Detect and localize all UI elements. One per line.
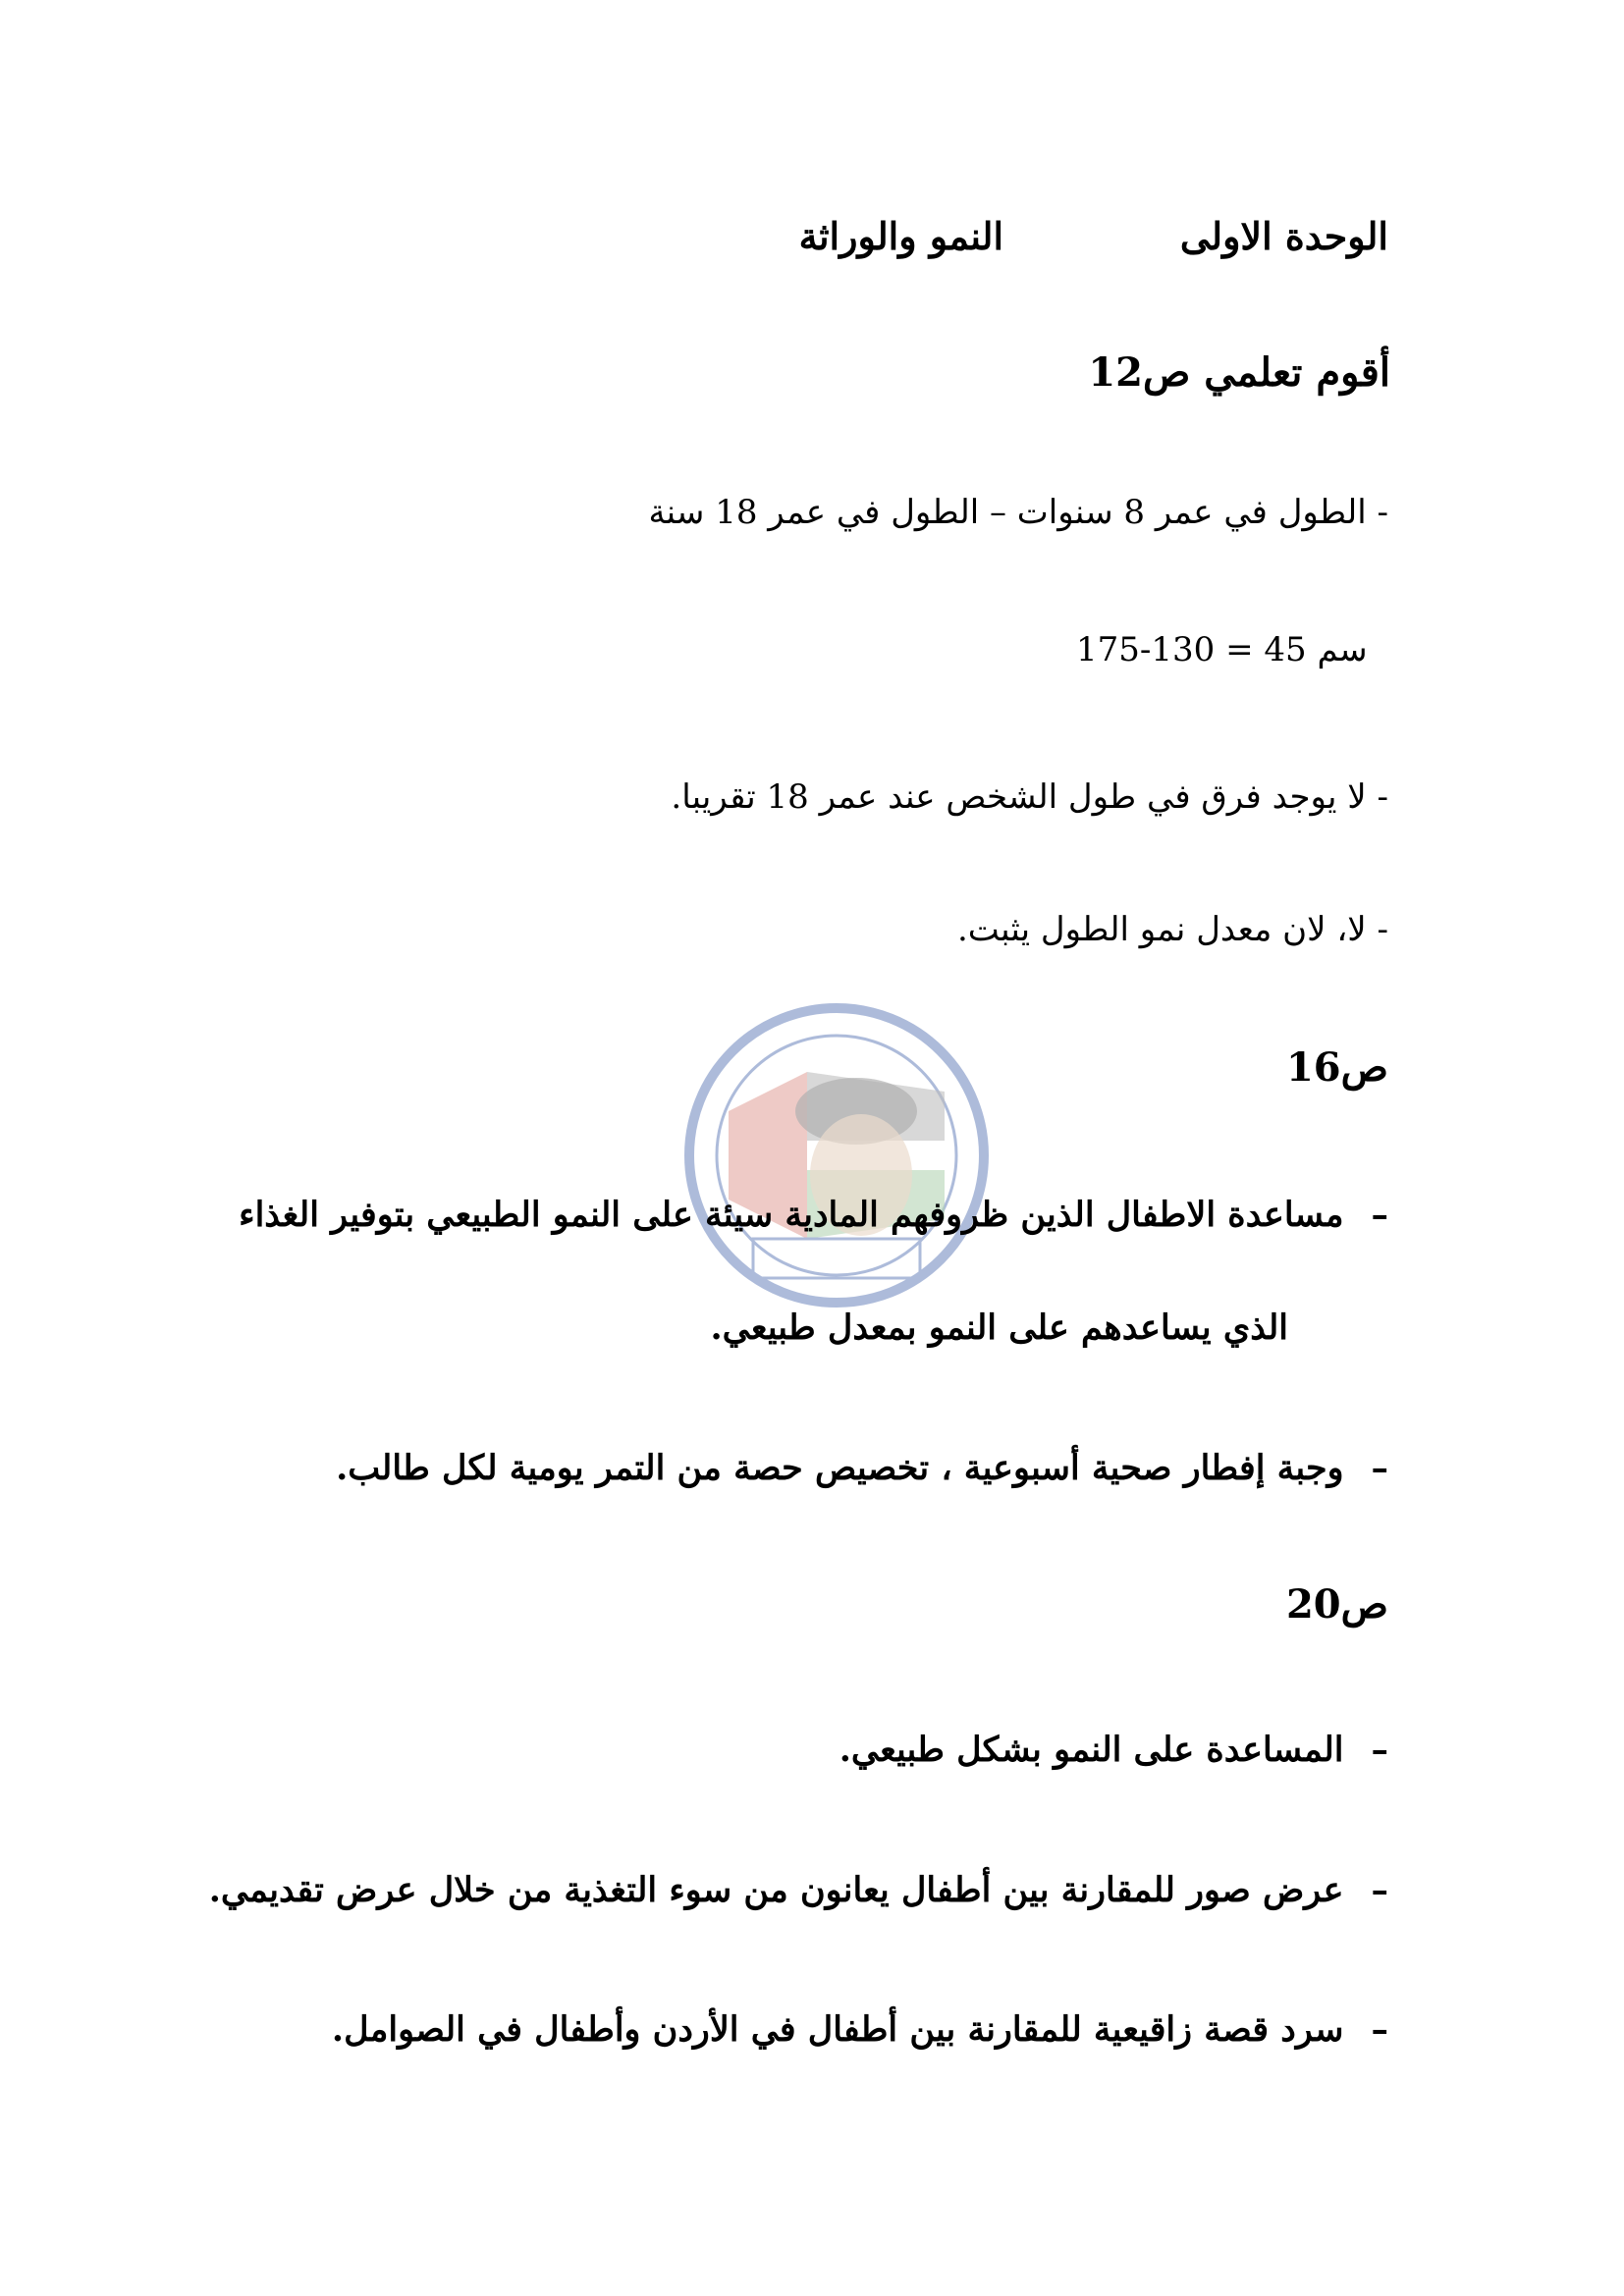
- list-item: [331, 2009, 1388, 2050]
- unit-label: الوحدة الاولى: [1179, 214, 1388, 258]
- unit-title: النمو والوراثة: [798, 214, 1003, 258]
- bullet-dash: –: [1371, 2009, 1388, 2050]
- list-item-text: مساعدة الاطفال الذين ظروفهم المادية سيئة على النمو الطبيعي بتوفير الغذاء: [239, 1195, 1344, 1235]
- bullet-dash: –: [1371, 1870, 1388, 1910]
- list-item: [239, 1195, 1388, 1235]
- list-item-text: المساعدة على النمو بشكل طبيعي.: [839, 1730, 1344, 1770]
- bullet-dash: –: [1371, 1195, 1388, 1235]
- watermark-seal: [660, 993, 1013, 1317]
- equation-line: 175-130 = 45 سم: [1076, 630, 1368, 669]
- list-item-text: عرض صور للمقارنة بين أطفال يعانون من سوء التغذية من خلال عرض تقديمي.: [208, 1870, 1344, 1910]
- text-line: - الطول في عمر 8 سنوات – الطول في عمر 18 سنة: [648, 493, 1388, 532]
- list-item-text: وجبة إفطار صحية أسبوعية ، تخصيص حصة من التمر يومية لكل طالب.: [336, 1448, 1344, 1488]
- section-heading: أقوم تعلمي ص12: [1088, 349, 1390, 396]
- list-item: [839, 1730, 1388, 1770]
- bullet-dash: –: [1371, 1730, 1388, 1770]
- list-item-text: سرد قصة زاقيعية للمقارنة بين أطفال في الأردن وأطفال في الصوامل.: [331, 2009, 1344, 2050]
- text-line: - لا يوجد فرق في طول الشخص عند عمر 18 تقريبا.: [671, 777, 1388, 817]
- section-heading: ص16: [1285, 1044, 1388, 1091]
- section-heading: ص20: [1285, 1581, 1388, 1628]
- text-line: - لا، لان معدل نمو الطول يثبت.: [956, 910, 1388, 949]
- list-item: [208, 1870, 1388, 1910]
- bullet-dash: –: [1371, 1448, 1388, 1488]
- list-item: [336, 1448, 1388, 1488]
- list-item-continuation: الذي يساعدهم على النمو بمعدل طبيعي.: [710, 1308, 1288, 1348]
